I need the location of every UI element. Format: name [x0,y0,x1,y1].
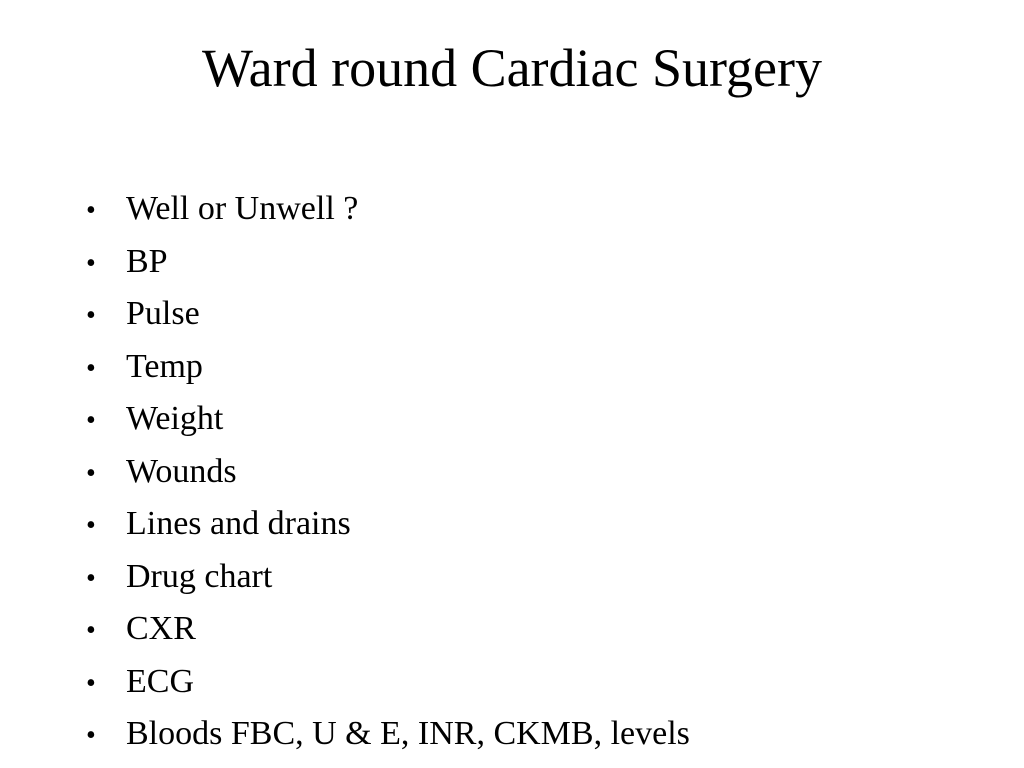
bullet-icon: • [86,457,96,489]
bullet-icon: • [86,615,96,646]
bullet-text: CXR [126,610,196,647]
slide-title: Ward round Cardiac Surgery [202,38,822,98]
bullet-icon: • [86,352,96,384]
bullet-item-well-or-unwell [86,183,690,236]
bullet-icon: • [86,510,96,541]
bullet-icon: • [86,667,96,699]
bullet-icon: • [86,195,96,226]
bullet-item-lines-and-drains [86,498,690,551]
bullet-list [86,183,690,761]
bullet-icon: • [86,247,96,279]
bullet-item-weight [86,393,690,446]
bullet-item-ecg [86,656,690,709]
bullet-text: Pulse [126,295,200,332]
bullet-text: Lines and drains [126,505,351,542]
bullet-text: Wounds [126,452,237,490]
bullet-item-bloods [86,708,690,761]
bullet-icon: • [86,405,96,436]
bullet-text: Bloods FBC, U & E, INR, CKMB, levels [126,715,690,752]
bullet-text: Temp [126,347,203,385]
bullet-item-temp [86,341,690,394]
bullet-item-cxr [86,603,690,656]
bullet-item-drug-chart [86,551,690,604]
bullet-item-pulse [86,288,690,341]
bullet-icon: • [86,300,96,331]
bullet-text: Well or Unwell ? [126,190,359,227]
bullet-text: Drug chart [126,557,273,595]
bullet-icon: • [86,562,96,594]
bullet-item-bp [86,236,690,289]
bullet-text: Weight [126,400,224,437]
bullet-item-wounds [86,446,690,499]
bullet-text: ECG [126,662,194,700]
bullet-text: BP [126,242,168,280]
bullet-icon: • [86,720,96,751]
